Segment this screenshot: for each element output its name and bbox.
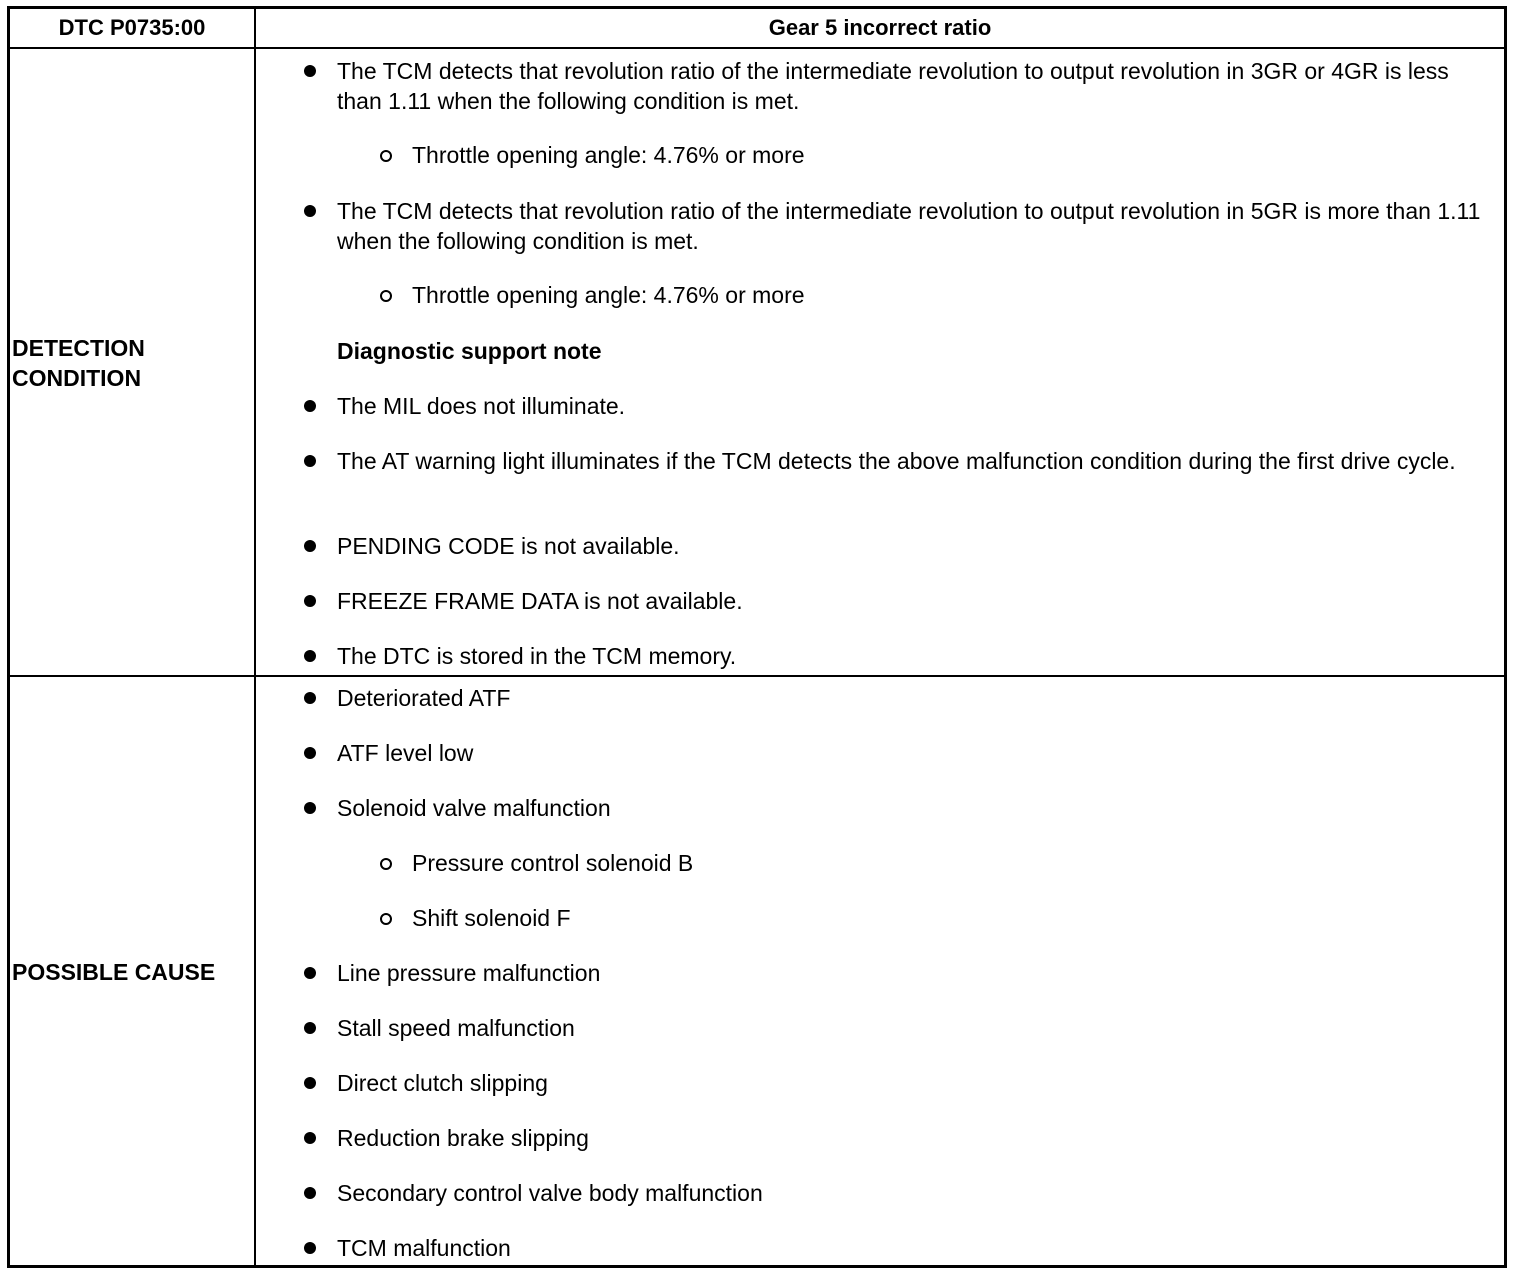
bullet-icon: [304, 1022, 316, 1034]
circle-bullet-icon: [380, 150, 392, 162]
cause-item: Solenoid valve malfunction: [337, 793, 1487, 823]
bullet-icon: [304, 205, 316, 217]
row-divider: [7, 675, 1507, 677]
bullet-icon: [304, 540, 316, 552]
circle-bullet-icon: [380, 290, 392, 302]
column-divider: [254, 6, 256, 1268]
header-divider: [7, 47, 1507, 49]
cause-subitem: Pressure control solenoid B: [412, 848, 1492, 878]
cause-item: Reduction brake slipping: [337, 1123, 1487, 1153]
diagnostic-support-note-heading: Diagnostic support note: [337, 338, 602, 364]
cause-item: Secondary control valve body malfunction: [337, 1178, 1487, 1208]
cause-subitem: Shift solenoid F: [412, 903, 1492, 933]
bullet-icon: [304, 967, 316, 979]
bullet-icon: [304, 802, 316, 814]
detection-item: The DTC is stored in the TCM memory.: [337, 641, 1487, 671]
cause-item: TCM malfunction: [337, 1233, 1487, 1263]
possible-cause-label: POSSIBLE CAUSE: [12, 959, 216, 985]
bullet-icon: [304, 692, 316, 704]
bullet-icon: [304, 1187, 316, 1199]
detection-item: FREEZE FRAME DATA is not available.: [337, 586, 1487, 616]
bullet-icon: [304, 1242, 316, 1254]
detection-subitem: Throttle opening angle: 4.76% or more: [412, 280, 1492, 310]
bullet-icon: [304, 1077, 316, 1089]
bullet-icon: [304, 455, 316, 467]
dtc-code: DTC P0735:00: [58, 15, 206, 40]
detection-item: The TCM detects that revolution ratio of the intermediate revolution to output revolution in 5GR is more than 1.11 when the following condition is met.: [337, 196, 1487, 256]
bullet-icon: [304, 595, 316, 607]
circle-bullet-icon: [380, 913, 392, 925]
bullet-icon: [304, 1132, 316, 1144]
circle-bullet-icon: [380, 858, 392, 870]
detection-item: The MIL does not illuminate.: [337, 391, 1487, 421]
bullet-icon: [304, 747, 316, 759]
cause-item: Line pressure malfunction: [337, 958, 1487, 988]
cause-item: Stall speed malfunction: [337, 1013, 1487, 1043]
cause-item: Direct clutch slipping: [337, 1068, 1487, 1098]
detection-subitem: Throttle opening angle: 4.76% or more: [412, 140, 1492, 170]
bullet-icon: [304, 65, 316, 77]
detection-item: The AT warning light illuminates if the TCM detects the above malfunction condition during the first drive cycle.: [337, 446, 1487, 476]
cause-item: Deteriorated ATF: [337, 683, 1487, 713]
bullet-icon: [304, 650, 316, 662]
bullet-icon: [304, 400, 316, 412]
detection-item: PENDING CODE is not available.: [337, 531, 1487, 561]
detection-condition-label: DETECTION CONDITION: [12, 335, 145, 391]
detection-item: The TCM detects that revolution ratio of the intermediate revolution to output revolution in 3GR or 4GR is less than 1.11 when the following condition is met.: [337, 56, 1487, 116]
dtc-title: Gear 5 incorrect ratio: [768, 15, 992, 40]
cause-item: ATF level low: [337, 738, 1487, 768]
